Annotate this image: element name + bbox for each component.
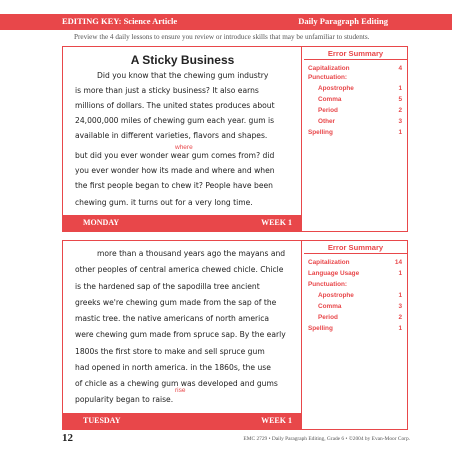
paragraph-line: of chicle as a chewing gum was developed and gums — [75, 379, 278, 388]
paragraph-line: popularity began to raise. — [75, 395, 174, 404]
day-label: MONDAY — [83, 218, 120, 227]
preview-instructions: Preview the 4 daily lessons to ensure you review or introduce skills that may be unfamiliar to students. — [74, 33, 370, 41]
paragraph-line: 1800s the first store to make and sell spruce gum — [75, 347, 265, 356]
lesson-panel-tuesday — [62, 240, 408, 430]
paragraph-line: the first people began to chew it? People have been — [75, 181, 273, 190]
correction-mark: rise — [175, 387, 186, 394]
paragraph-line: chewing gum. it turns out for a very long time. — [75, 198, 253, 207]
header-title: EDITING KEY: Science Article — [62, 16, 178, 26]
paragraph-line: were chewing gum made from spruce sap. By the early — [75, 330, 286, 339]
divider — [304, 253, 407, 254]
paragraph-line: more than a thousand years ago the mayans and — [97, 249, 286, 258]
paragraph-line: is more than just a sticky business? It also earns — [75, 86, 259, 95]
error-summary-title: Error Summary — [327, 49, 384, 58]
summary-row: Capitalization 14 — [308, 259, 402, 266]
summary-row: Apostrophe 1 — [318, 85, 402, 92]
summary-row: Spelling 1 — [308, 325, 402, 332]
header-book-title: Daily Paragraph Editing — [298, 16, 388, 26]
paragraph-line: mastic tree. the native americans of north america — [75, 314, 270, 323]
summary-row: Period 2 — [318, 314, 402, 321]
paragraph-box — [63, 241, 302, 429]
week-label: WEEK 1 — [261, 218, 292, 227]
summary-row: Other 3 — [318, 118, 402, 125]
summary-row: Capitalization 4 — [308, 65, 402, 72]
paragraph-line: 24,000,000 miles of chewing gum each year. gum is — [75, 116, 275, 125]
header-bar — [0, 14, 452, 30]
summary-row: Comma 3 — [318, 303, 402, 310]
paragraph-line: greeks we're chewing gum made from the sap of the — [75, 298, 277, 307]
paragraph-line: but did you ever wonder wear gum comes from? did — [75, 151, 275, 160]
summary-row: Punctuation: — [308, 74, 348, 81]
week-label: WEEK 1 — [261, 416, 292, 425]
correction-mark: where — [175, 144, 193, 151]
paragraph-line: you ever wonder how its made and where and when — [75, 166, 275, 175]
day-strip — [63, 413, 302, 429]
paragraph-line: other peoples of central america chewed chicle. Chicle — [75, 265, 284, 274]
summary-row: Apostrophe 1 — [318, 292, 402, 299]
summary-row: Spelling 1 — [308, 129, 402, 136]
lesson-panel-monday — [62, 46, 408, 232]
article-title: A Sticky Business — [130, 53, 235, 67]
footer-credit: EMC 2729 • Daily Paragraph Editing, Grade 6 • ©2004 by Evan-Moor Corp. — [243, 436, 410, 442]
summary-row: Language Usage 1 — [308, 270, 402, 277]
day-strip — [63, 215, 302, 231]
error-summary-title: Error Summary — [327, 243, 384, 252]
divider — [304, 59, 407, 60]
day-label: TUESDAY — [83, 416, 121, 425]
paragraph-line: available in different varieties, flavors and shapes. — [75, 131, 268, 140]
summary-row: Comma 5 — [318, 96, 402, 103]
paragraph-line: is the hardened sap of the sapodilla tree ancient — [75, 282, 260, 291]
summary-row: Period 2 — [318, 107, 402, 114]
paragraph-line: millions of dollars. The united states produces about — [75, 101, 275, 110]
paragraph-line: Did you know that the chewing gum industry — [97, 71, 269, 80]
paragraph-line: had opened in north america. in the 1860s, the use — [75, 363, 271, 372]
paragraph-box — [63, 47, 302, 231]
summary-row: Punctuation: — [308, 281, 348, 288]
page-number: 12 — [62, 432, 73, 444]
